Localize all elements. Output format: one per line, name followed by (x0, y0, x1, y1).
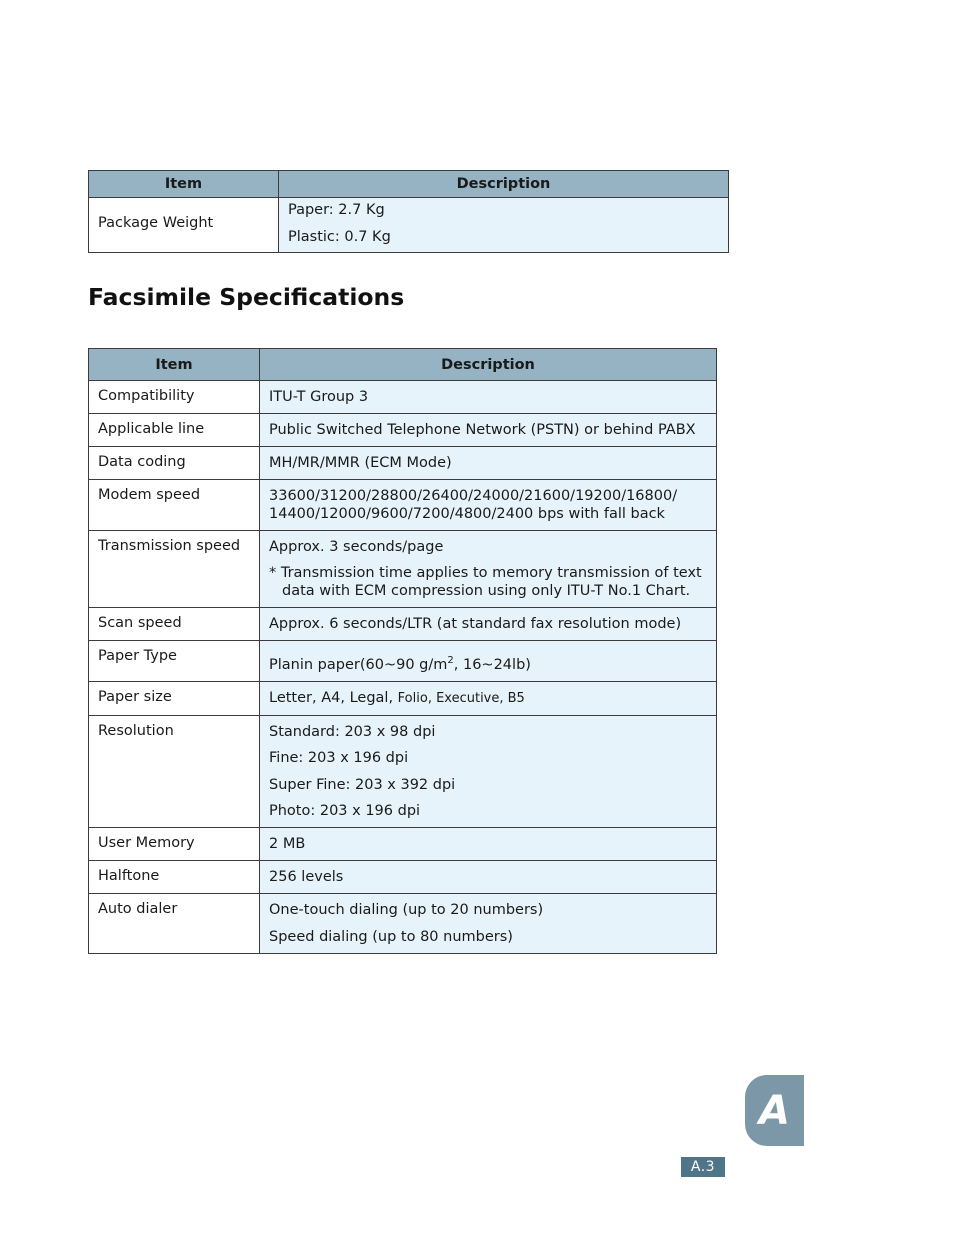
row-item-cell: Modem speed (89, 480, 260, 531)
table-row (89, 681, 717, 715)
row-item-cell: Transmission speed (89, 531, 260, 608)
column-header-item: Item (89, 171, 279, 198)
column-header-description: Description (279, 171, 729, 198)
row-item-cell: Applicable line (89, 414, 260, 447)
row-description-cell (260, 381, 717, 414)
description-line: ITU-T Group 3 (269, 389, 369, 405)
row-item-cell: User Memory (89, 828, 260, 861)
row-description-cell (260, 531, 717, 608)
table-row (89, 198, 729, 253)
description-line: Standard: 203 x 98 dpi (269, 723, 436, 740)
table-row (89, 447, 717, 480)
superscript: 2 (447, 655, 454, 666)
description-line: Photo: 203 x 196 dpi (269, 803, 421, 820)
row-item-cell: Data coding (89, 447, 260, 480)
table-row (89, 381, 717, 414)
row-item-cell: Halftone (89, 861, 260, 894)
description-line: One-touch dialing (up to 20 numbers) (269, 902, 544, 919)
table-row (89, 715, 717, 828)
row-description-cell (260, 480, 717, 531)
description-line: 33600/31200/28800/26400/24000/21600/19200/16800/ (269, 488, 678, 504)
table-row (89, 608, 717, 641)
table-header-row (89, 171, 729, 198)
description-line: Public Switched Telephone Network (PSTN) or behind PABX (269, 422, 696, 438)
table-row (89, 531, 717, 608)
section-title: Facsimile Specifications (88, 283, 405, 311)
description-line: MH/MR/MMR (ECM Mode) (269, 455, 452, 471)
row-description-cell (260, 447, 717, 480)
facsimile-spec-table (88, 348, 717, 954)
paper-size-main: Letter, A4, Legal, (269, 689, 398, 706)
row-item-cell: Compatibility (89, 381, 260, 414)
row-item-cell: Resolution (89, 715, 260, 828)
description-line: Fine: 203 x 196 dpi (269, 750, 409, 767)
row-description-cell (260, 715, 717, 828)
row-description-cell (260, 681, 717, 715)
description-line (269, 652, 707, 674)
row-item-cell: Package Weight (89, 198, 279, 253)
package-weight-table (88, 170, 729, 253)
table-header-row (89, 349, 717, 381)
row-item-cell: Paper Type (89, 641, 260, 682)
table-row (89, 641, 717, 682)
row-description-cell (260, 861, 717, 894)
row-item-cell: Auto dialer (89, 894, 260, 954)
table-row (89, 861, 717, 894)
row-description-cell (260, 608, 717, 641)
description-line: Plastic: 0.7 Kg (288, 228, 391, 245)
row-description-cell (260, 894, 717, 954)
description-line: Paper: 2.7 Kg (288, 202, 385, 218)
description-line: 256 levels (269, 869, 344, 886)
description-line (269, 689, 707, 708)
row-description-cell (260, 641, 717, 682)
paper-type-weight: , 16~24lb) (453, 656, 531, 673)
footnote: * Transmission time applies to memory transmission of text data with ECM compression using only ITU-T No.1 Chart. (269, 565, 702, 599)
column-header-item: Item (89, 349, 260, 381)
row-description-cell (279, 198, 729, 253)
paper-size-small: Folio, Executive, B5 (397, 690, 525, 706)
description-line: Super Fine: 203 x 392 dpi (269, 776, 456, 793)
paper-type-text: Planin paper(60~90 g/m (269, 656, 448, 673)
row-description-cell (260, 828, 717, 861)
row-description-cell (260, 414, 717, 447)
table-row (89, 480, 717, 531)
table-row (89, 414, 717, 447)
description-line: Approx. 6 seconds/LTR (at standard fax resolution mode) (269, 616, 682, 632)
description-line: 14400/12000/9600/7200/4800/2400 bps with fall back (269, 506, 665, 522)
row-item-cell: Scan speed (89, 608, 260, 641)
column-header-description: Description (260, 349, 717, 381)
description-line: Speed dialing (up to 80 numbers) (269, 928, 513, 945)
chapter-badge: A (745, 1075, 804, 1146)
row-item-cell: Paper size (89, 681, 260, 715)
table-row (89, 894, 717, 954)
page-number: A.3 (681, 1157, 725, 1177)
description-line: 2 MB (269, 836, 306, 853)
description-line: Approx. 3 seconds/page (269, 539, 444, 555)
table-row (89, 828, 717, 861)
